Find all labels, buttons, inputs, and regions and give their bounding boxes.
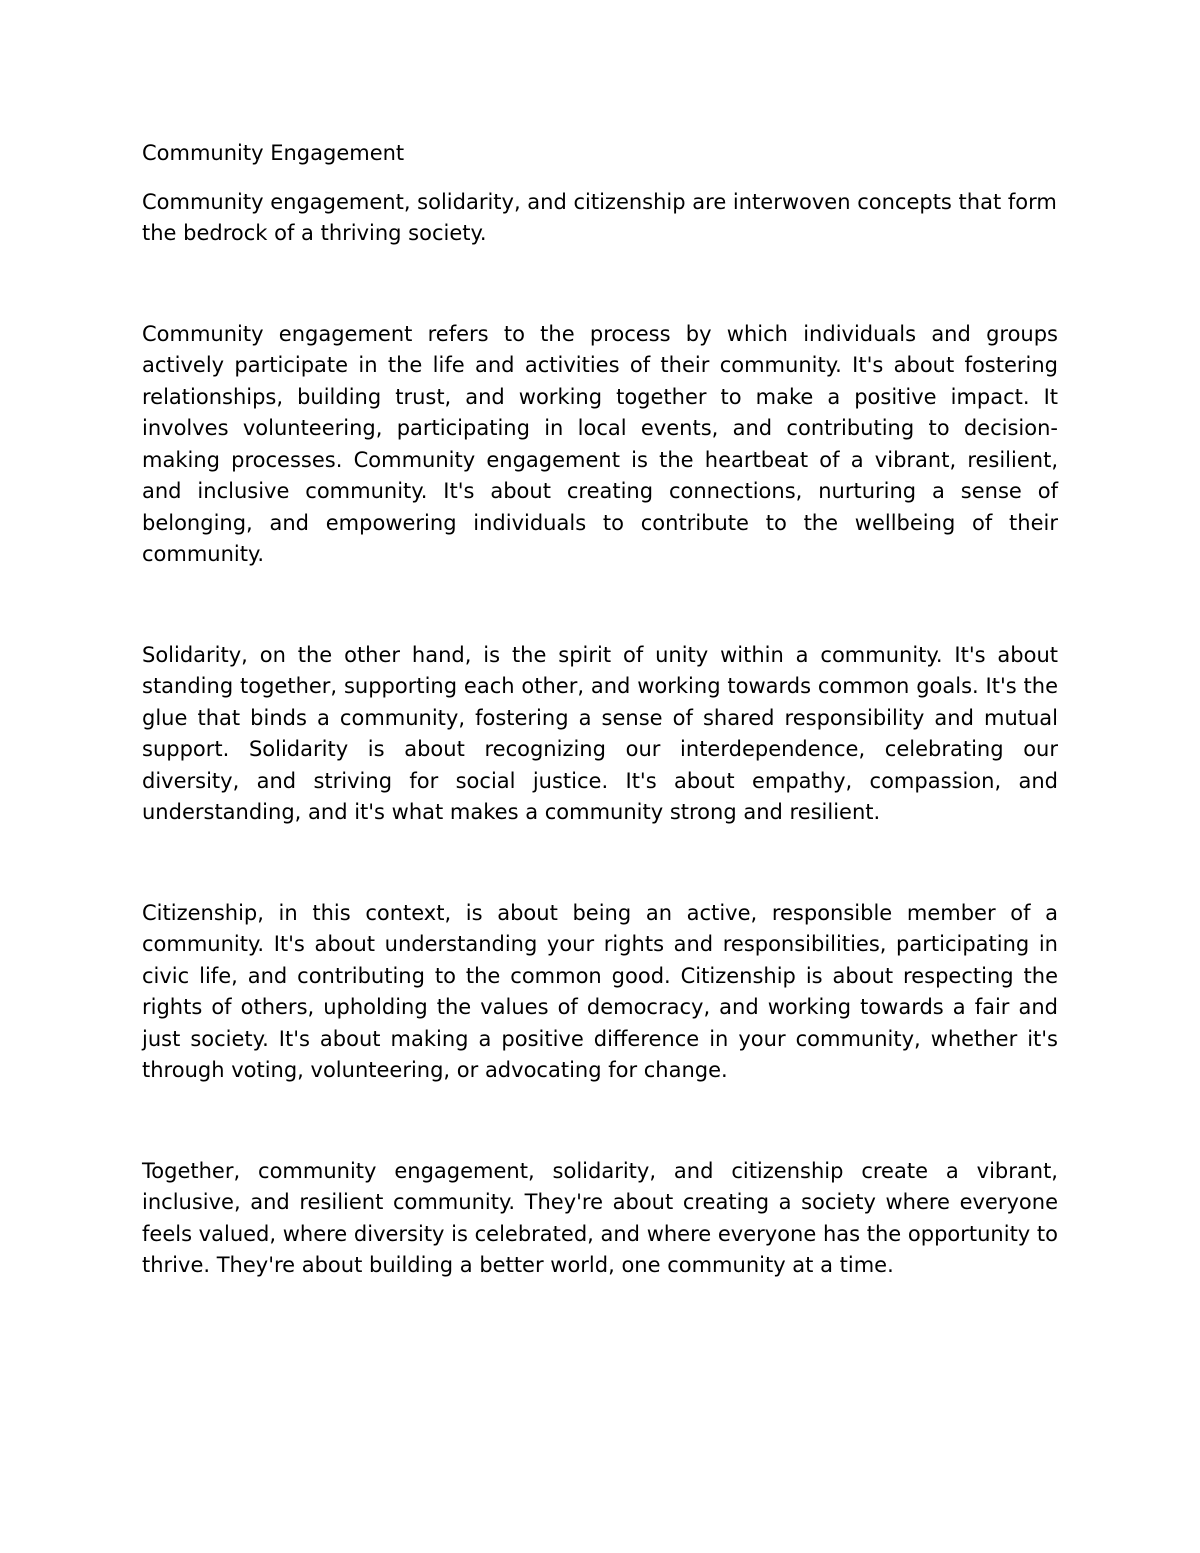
intro-paragraph: Community engagement, solidarity, and citizenship are interwoven concepts that form the bedrock of a thriving society. (142, 189, 1057, 245)
paragraph-community-engagement: Community engagement refers to the process by which individuals and groups actively participate in the life and activities of their community. It's about fostering relationships, building trust, and working together to make a positive impact. It involves volunteering, participating in local events, and contributing to decision-making processes. Community engagement is the heartbeat of a vibrant, resilient, and inclusive community. It's about creating connections, nurturing a sense of belonging, and empowering individuals to contribute to the wellbeing of their community. (142, 321, 1058, 566)
document-page (142, 138, 1058, 1282)
paragraph-citizenship: Citizenship, in this context, is about being an active, responsible member of a community. It's about understanding your rights and responsibilities, participating in civic life, and contributing to the common good. Citizenship is about respecting the rights of others, upholding the values of democracy, and working towards a fair and just society. It's about making a positive difference in your community, whether it's through voting, volunteering, or advocating for change. (142, 900, 1058, 1082)
paragraph-solidarity: Solidarity, on the other hand, is the spirit of unity within a community. It's about standing together, supporting each other, and working towards common goals. It's the glue that binds a community, fostering a sense of shared responsibility and mutual support. Solidarity is about recognizing our interdependence, celebrating our diversity, and striving for social justice. It's about empathy, compassion, and understanding, and it's what makes a community strong and resilient. (142, 642, 1058, 824)
paragraph-together: Together, community engagement, solidarity, and citizenship create a vibrant, inclusive, and resilient community. They're about creating a society where everyone feels valued, where diversity is celebrated, and where everyone has the opportunity to thrive. They're about building a better world, one community at a time. (142, 1158, 1058, 1277)
document-title: Community Engagement (142, 141, 405, 165)
